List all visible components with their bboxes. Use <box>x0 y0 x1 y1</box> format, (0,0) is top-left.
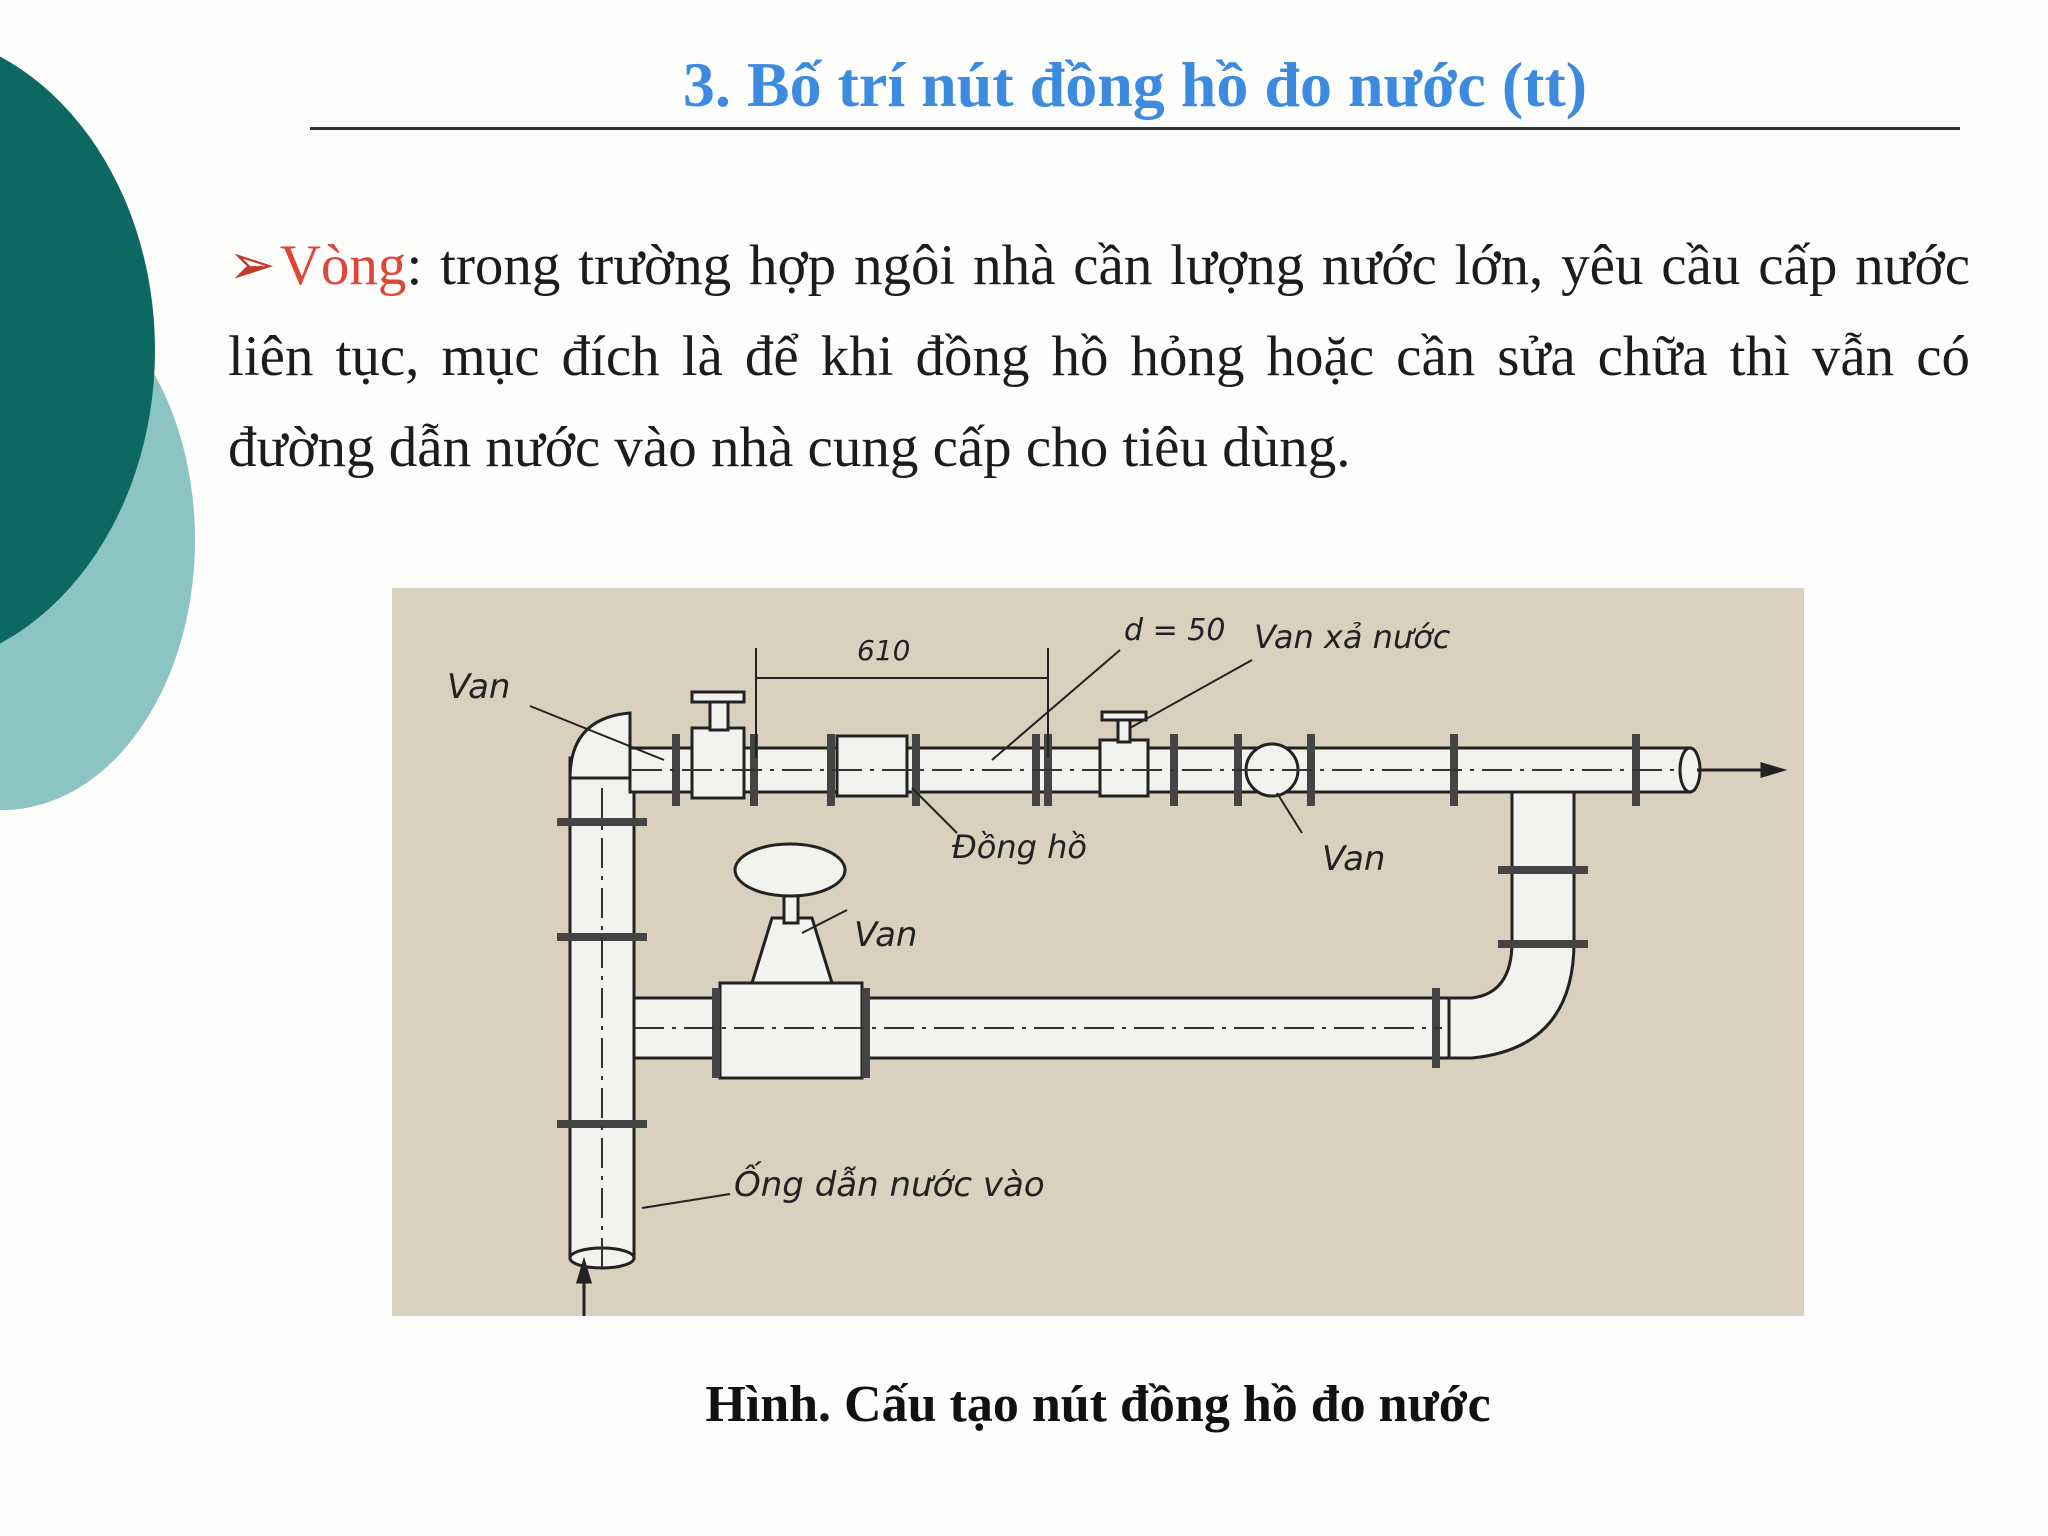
label-van-xa-nuoc: Van xả nước <box>1254 618 1451 656</box>
label-van-top-left: Van <box>447 667 511 707</box>
bullet-text: : trong trường hợp ngôi nhà cần lượng nước lớn, yêu cầu cấp nước liên tục, mục đích là để khi đồng hồ hỏng hoặc cần sửa chữa thì vẫn có đường dẫn nước vào nhà cung cấp cho tiêu dùng. <box>228 234 1970 479</box>
label-diameter-d50: d = 50 <box>1124 613 1226 648</box>
inlet-valve-body <box>692 728 744 798</box>
bypass-valve-bonnet <box>752 918 832 983</box>
label-ong-dan-nuoc-vao: Ống dẫn nước vào <box>734 1165 1045 1205</box>
bypass-valve-handwheel <box>735 844 845 896</box>
bullet-paragraph <box>228 220 1970 493</box>
water-meter-diagram <box>392 588 1804 1316</box>
inlet-valve-stem <box>710 700 728 730</box>
bullet-term: Vòng <box>279 234 407 297</box>
drain-valve-handle <box>1102 712 1146 720</box>
top-left-elbow <box>570 713 630 778</box>
drain-valve-body <box>1100 740 1148 796</box>
label-dong-ho: Đồng hồ <box>952 828 1087 866</box>
figure-caption: Hình. Cấu tạo nút đồng hồ đo nước <box>705 1376 1491 1433</box>
bullet-arrow-icon: ➢ <box>228 234 276 297</box>
bottom-right-elbow <box>1432 942 1574 1058</box>
pipe-drawing <box>392 588 1804 1316</box>
label-dimension-610: 610 <box>857 634 911 667</box>
label-van-right: Van <box>1322 839 1386 879</box>
slide-title: 3. Bố trí nút đồng hồ đo nước (tt) <box>682 49 1588 120</box>
title-underline <box>310 127 1960 130</box>
drain-valve-stem <box>1118 718 1130 742</box>
inlet-valve-handle <box>692 692 744 702</box>
label-van-bypass: Van <box>854 915 918 955</box>
water-meter-body <box>837 736 907 796</box>
bypass-valve-body <box>720 983 862 1078</box>
